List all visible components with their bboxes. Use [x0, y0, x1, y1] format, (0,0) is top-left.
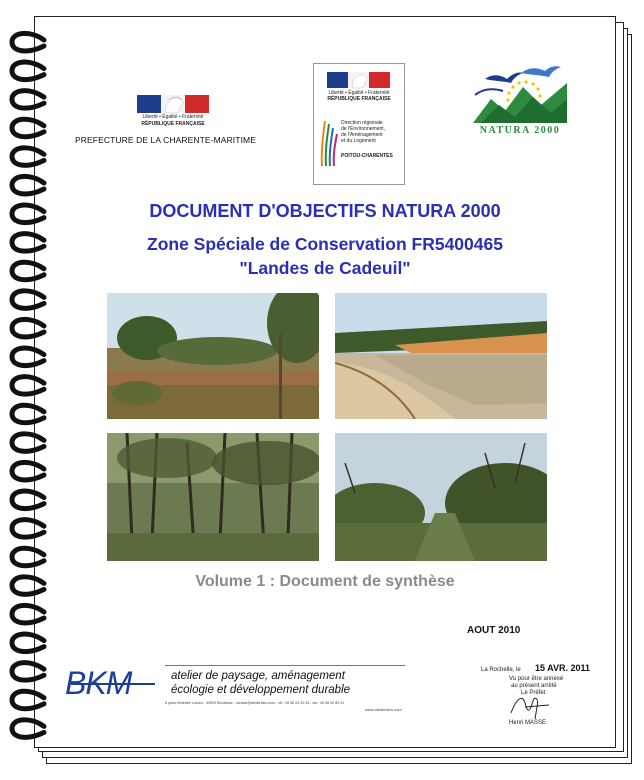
bkm-address: 8 place Amédée Larrieu - 33000 Bordeaux - contact@atelierbkm.com - tél : 05 56 24 20 94 - fax : 05 56 90 80 01 [165, 701, 345, 705]
natura-label: NATURA 2000 [479, 125, 561, 136]
spiral-ring [12, 319, 44, 337]
spiral-rings [0, 0, 60, 780]
spiral-ring [12, 720, 44, 738]
natura-birds-icon [471, 65, 569, 125]
spiral-ring [12, 119, 44, 137]
approval-place: La Rochelle, le [481, 667, 521, 673]
prefecture-label: PREFECTURE DE LA CHARENTE-MARITIME [75, 135, 256, 145]
dreal-region: POITOU-CHARENTES [341, 153, 393, 159]
bkm-wordmark: BKM [65, 665, 132, 701]
spiral-ring [12, 291, 44, 309]
bkm-divider [165, 665, 405, 666]
spiral-ring [12, 462, 44, 480]
natura-2000-logo [471, 65, 569, 139]
bkm-logo [65, 665, 159, 707]
spiral-ring [12, 405, 44, 423]
approval-line-1: Vu pour être annexé [509, 676, 564, 682]
prefecture-motto: Liberté • Égalité • Fraternité [142, 114, 204, 120]
photo-quarry-lake [335, 293, 547, 419]
dreal-motto: Liberté • Égalité • Fraternité [328, 90, 390, 96]
spiral-ring [12, 176, 44, 194]
main-title: DOCUMENT D'OBJECTIFS NATURA 2000 [149, 201, 501, 221]
approval-line-3: Le Préfet [521, 690, 546, 696]
dreal-line-1: Direction régionale [341, 120, 383, 126]
dreal-line-3: de l'Aménagement [341, 132, 383, 138]
spiral-ring [12, 62, 44, 80]
spiral-ring [12, 234, 44, 252]
bkm-website: www.atelierbkm.com [365, 707, 402, 712]
spiral-ring [12, 33, 44, 51]
dreal-stripes-icon [319, 116, 339, 166]
zone-title: Zone Spéciale de Conservation FR5400465 [147, 234, 503, 254]
spiral-ring [12, 491, 44, 509]
spiral-ring [12, 262, 44, 280]
approval-signatory: Henri MASSE [509, 720, 547, 726]
document-date: AOUT 2010 [467, 625, 521, 636]
photo-heathland [107, 293, 319, 419]
spiral-ring [12, 434, 44, 452]
cover-page [34, 16, 616, 748]
photo-scrubland-path [335, 433, 547, 561]
spiral-ring [12, 205, 44, 223]
site-title: "Landes de Cadeuil" [239, 258, 411, 278]
signature-icon [505, 693, 555, 721]
approval-date: 15 AVR. 2011 [535, 663, 591, 673]
spiral-ring [12, 377, 44, 395]
prefecture-logo [135, 93, 215, 131]
spiral-ring [12, 91, 44, 109]
spiral-ring [12, 148, 44, 166]
spiral-ring [12, 548, 44, 566]
dreal-logo [313, 63, 405, 185]
dreal-line-4: et du Logement [341, 138, 376, 144]
spiral-ring [12, 663, 44, 681]
bkm-tagline-2: écologie et développement durable [171, 684, 351, 696]
prefecture-republic: RÉPUBLIQUE FRANÇAISE [141, 121, 205, 127]
approval-line-2: au présent arrêté [511, 683, 557, 689]
dreal-line-2: de l'Environnement, [341, 126, 386, 132]
volume-title: Volume 1 : Document de synthèse [195, 573, 455, 590]
spiral-ring [12, 577, 44, 595]
spiral-ring [12, 520, 44, 538]
spiral-ring [12, 691, 44, 709]
spiral-ring [12, 348, 44, 366]
bkm-tagline-1: atelier de paysage, aménagement [171, 670, 345, 682]
photo-pine-forest [107, 433, 319, 561]
spiral-ring [12, 634, 44, 652]
spiral-ring [12, 605, 44, 623]
dreal-republic: RÉPUBLIQUE FRANÇAISE [327, 96, 391, 102]
